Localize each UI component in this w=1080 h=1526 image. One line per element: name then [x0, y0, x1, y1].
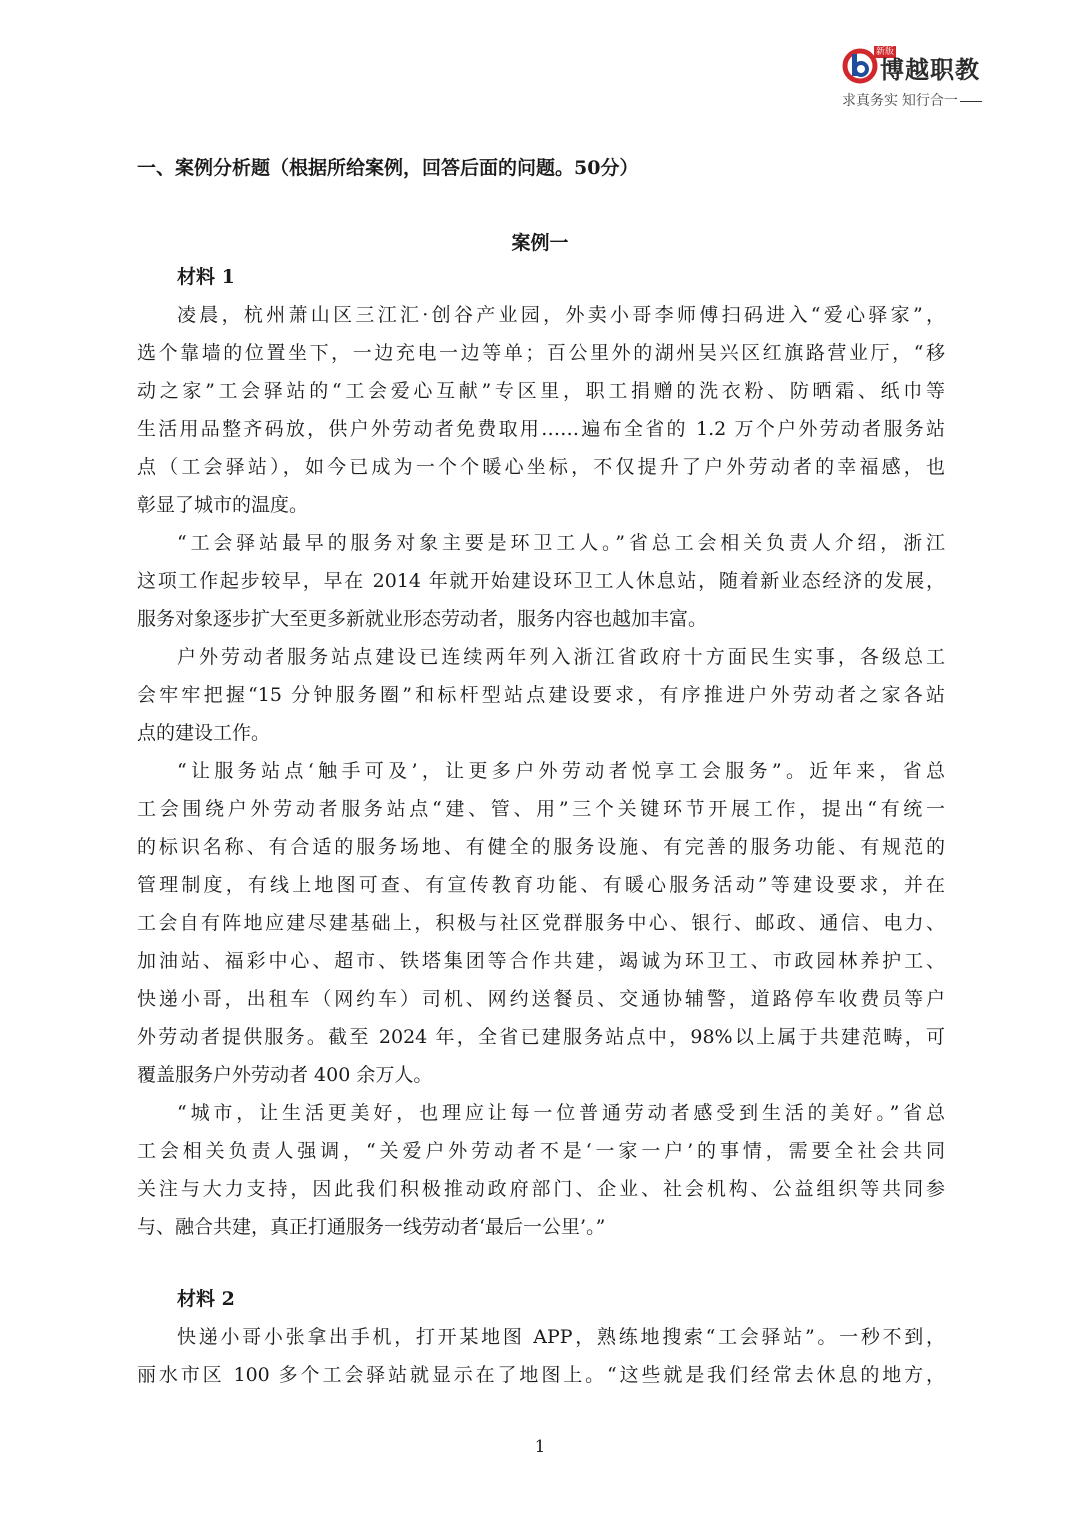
text-line: 加油站、福彩中心、超市、铁塔集团等合作共建，竭诚为环卫工、市政园林养护工、 — [137, 950, 945, 972]
b-logo-icon — [842, 48, 878, 84]
text-line: 点（工会驿站），如今已成为一个个暖心坐标，不仅提升了户外劳动者的幸福感，也 — [137, 456, 945, 478]
logo-badge: 新版 — [876, 47, 895, 57]
text-line: 会牢牢把握“15 分钟服务圈”和标杆型站点建设要求，有序推进户外劳动者之家各站 — [137, 684, 945, 706]
text-line: 丽水市区 100 多个工会驿站就显示在了地图上。“这些就是我们经常去休息的地方， — [137, 1364, 945, 1386]
text-line: 外劳动者提供服务。截至 2024 年，全省已建服务站点中，98%以上属于共建范畴，可 — [137, 1026, 945, 1048]
text-line: 这项工作起步较早，早在 2014 年就开始建设环卫工人休息站，随着新业态经济的发展， — [137, 570, 945, 592]
text-line: 彰显了城市的温度。 — [137, 494, 309, 516]
paragraph-5 — [137, 1094, 945, 1246]
text-line: 的标识名称、有合适的服务场地、有健全的服务设施、有完善的服务功能、有规范的 — [137, 836, 945, 858]
brand-logo — [842, 44, 1012, 110]
text-line: “让服务站点‘触手可及’，让更多户外劳动者悦享工会服务”。近年来，省总 — [177, 760, 945, 782]
text-line: 工会围绕户外劳动者服务站点“建、管、用”三个关键环节开展工作，提出“有统一 — [137, 798, 945, 820]
text-line: 凌晨，杭州萧山区三江汇·创谷产业园，外卖小哥李师傅扫码进入“爱心驿家”， — [177, 304, 945, 326]
text-line: 动之家”工会驿站的“工会爱心互献”专区里，职工捐赠的洗衣粉、防晒霜、纸巾等 — [137, 380, 945, 402]
text-line: 户外劳动者服务站点建设已连续两年列入浙江省政府十方面民生实事，各级总工 — [177, 646, 945, 668]
brand-name: 博越职教 — [880, 55, 980, 84]
material-2-label: 材料 2 — [177, 1288, 235, 1310]
text-line: 生活用品整齐码放，供户外劳动者免费取用……遍布全省的 1.2 万个户外劳动者服务站 — [137, 418, 945, 440]
brand-slogan: 求真务实 知行合一 — [842, 90, 982, 110]
material-1-label: 材料 1 — [177, 266, 235, 288]
paragraph-3 — [137, 638, 945, 752]
text-line: 快递小哥小张拿出手机，打开某地图 APP，熟练地搜索“工会驿站”。一秒不到， — [177, 1326, 945, 1348]
paragraph-6 — [137, 1318, 945, 1394]
page-number: 1 — [534, 1437, 546, 1457]
text-line: 覆盖服务户外劳动者 400 余万人。 — [137, 1064, 433, 1086]
text-line: 工会相关负责人强调，“关爱户外劳动者不是‘一家一户’的事情，需要全社会共同 — [137, 1140, 945, 1162]
paragraph-1 — [137, 296, 945, 524]
section-heading: 一、案例分析题（根据所给案例，回答后面的问题。50分） — [137, 157, 639, 179]
text-line: 工会自有阵地应建尽建基础上，积极与社区党群服务中心、银行、邮政、通信、电力、 — [137, 912, 945, 934]
text-line: “工会驿站最早的服务对象主要是环卫工人。”省总工会相关负责人介绍，浙江 — [177, 532, 945, 554]
text-line: 快递小哥，出租车（网约车）司机、网约送餐员、交通协辅警，道路停车收费员等户 — [137, 988, 945, 1010]
text-line: 关注与大力支持，因此我们积极推动政府部门、企业、社会机构、公益组织等共同参 — [137, 1178, 945, 1200]
text-line: “城市，让生活更美好，也理应让每一位普通劳动者感受到生活的美好。”省总 — [177, 1102, 945, 1124]
text-line: 选个靠墙的位置坐下，一边充电一边等单；百公里外的湖州吴兴区红旗路营业厅，“移 — [137, 342, 945, 364]
text-line: 管理制度，有线上地图可查、有宣传教育功能、有暖心服务活动”等建设要求，并在 — [137, 874, 945, 896]
paragraph-2 — [137, 524, 945, 638]
text-line: 与、融合共建，真正打通服务一线劳动者‘最后一公里’。” — [137, 1216, 606, 1238]
text-line: 点的建设工作。 — [137, 722, 271, 744]
case-title: 案例一 — [511, 232, 569, 254]
text-line: 服务对象逐步扩大至更多新就业形态劳动者，服务内容也越加丰富。 — [137, 608, 708, 630]
paragraph-4 — [137, 752, 945, 1094]
